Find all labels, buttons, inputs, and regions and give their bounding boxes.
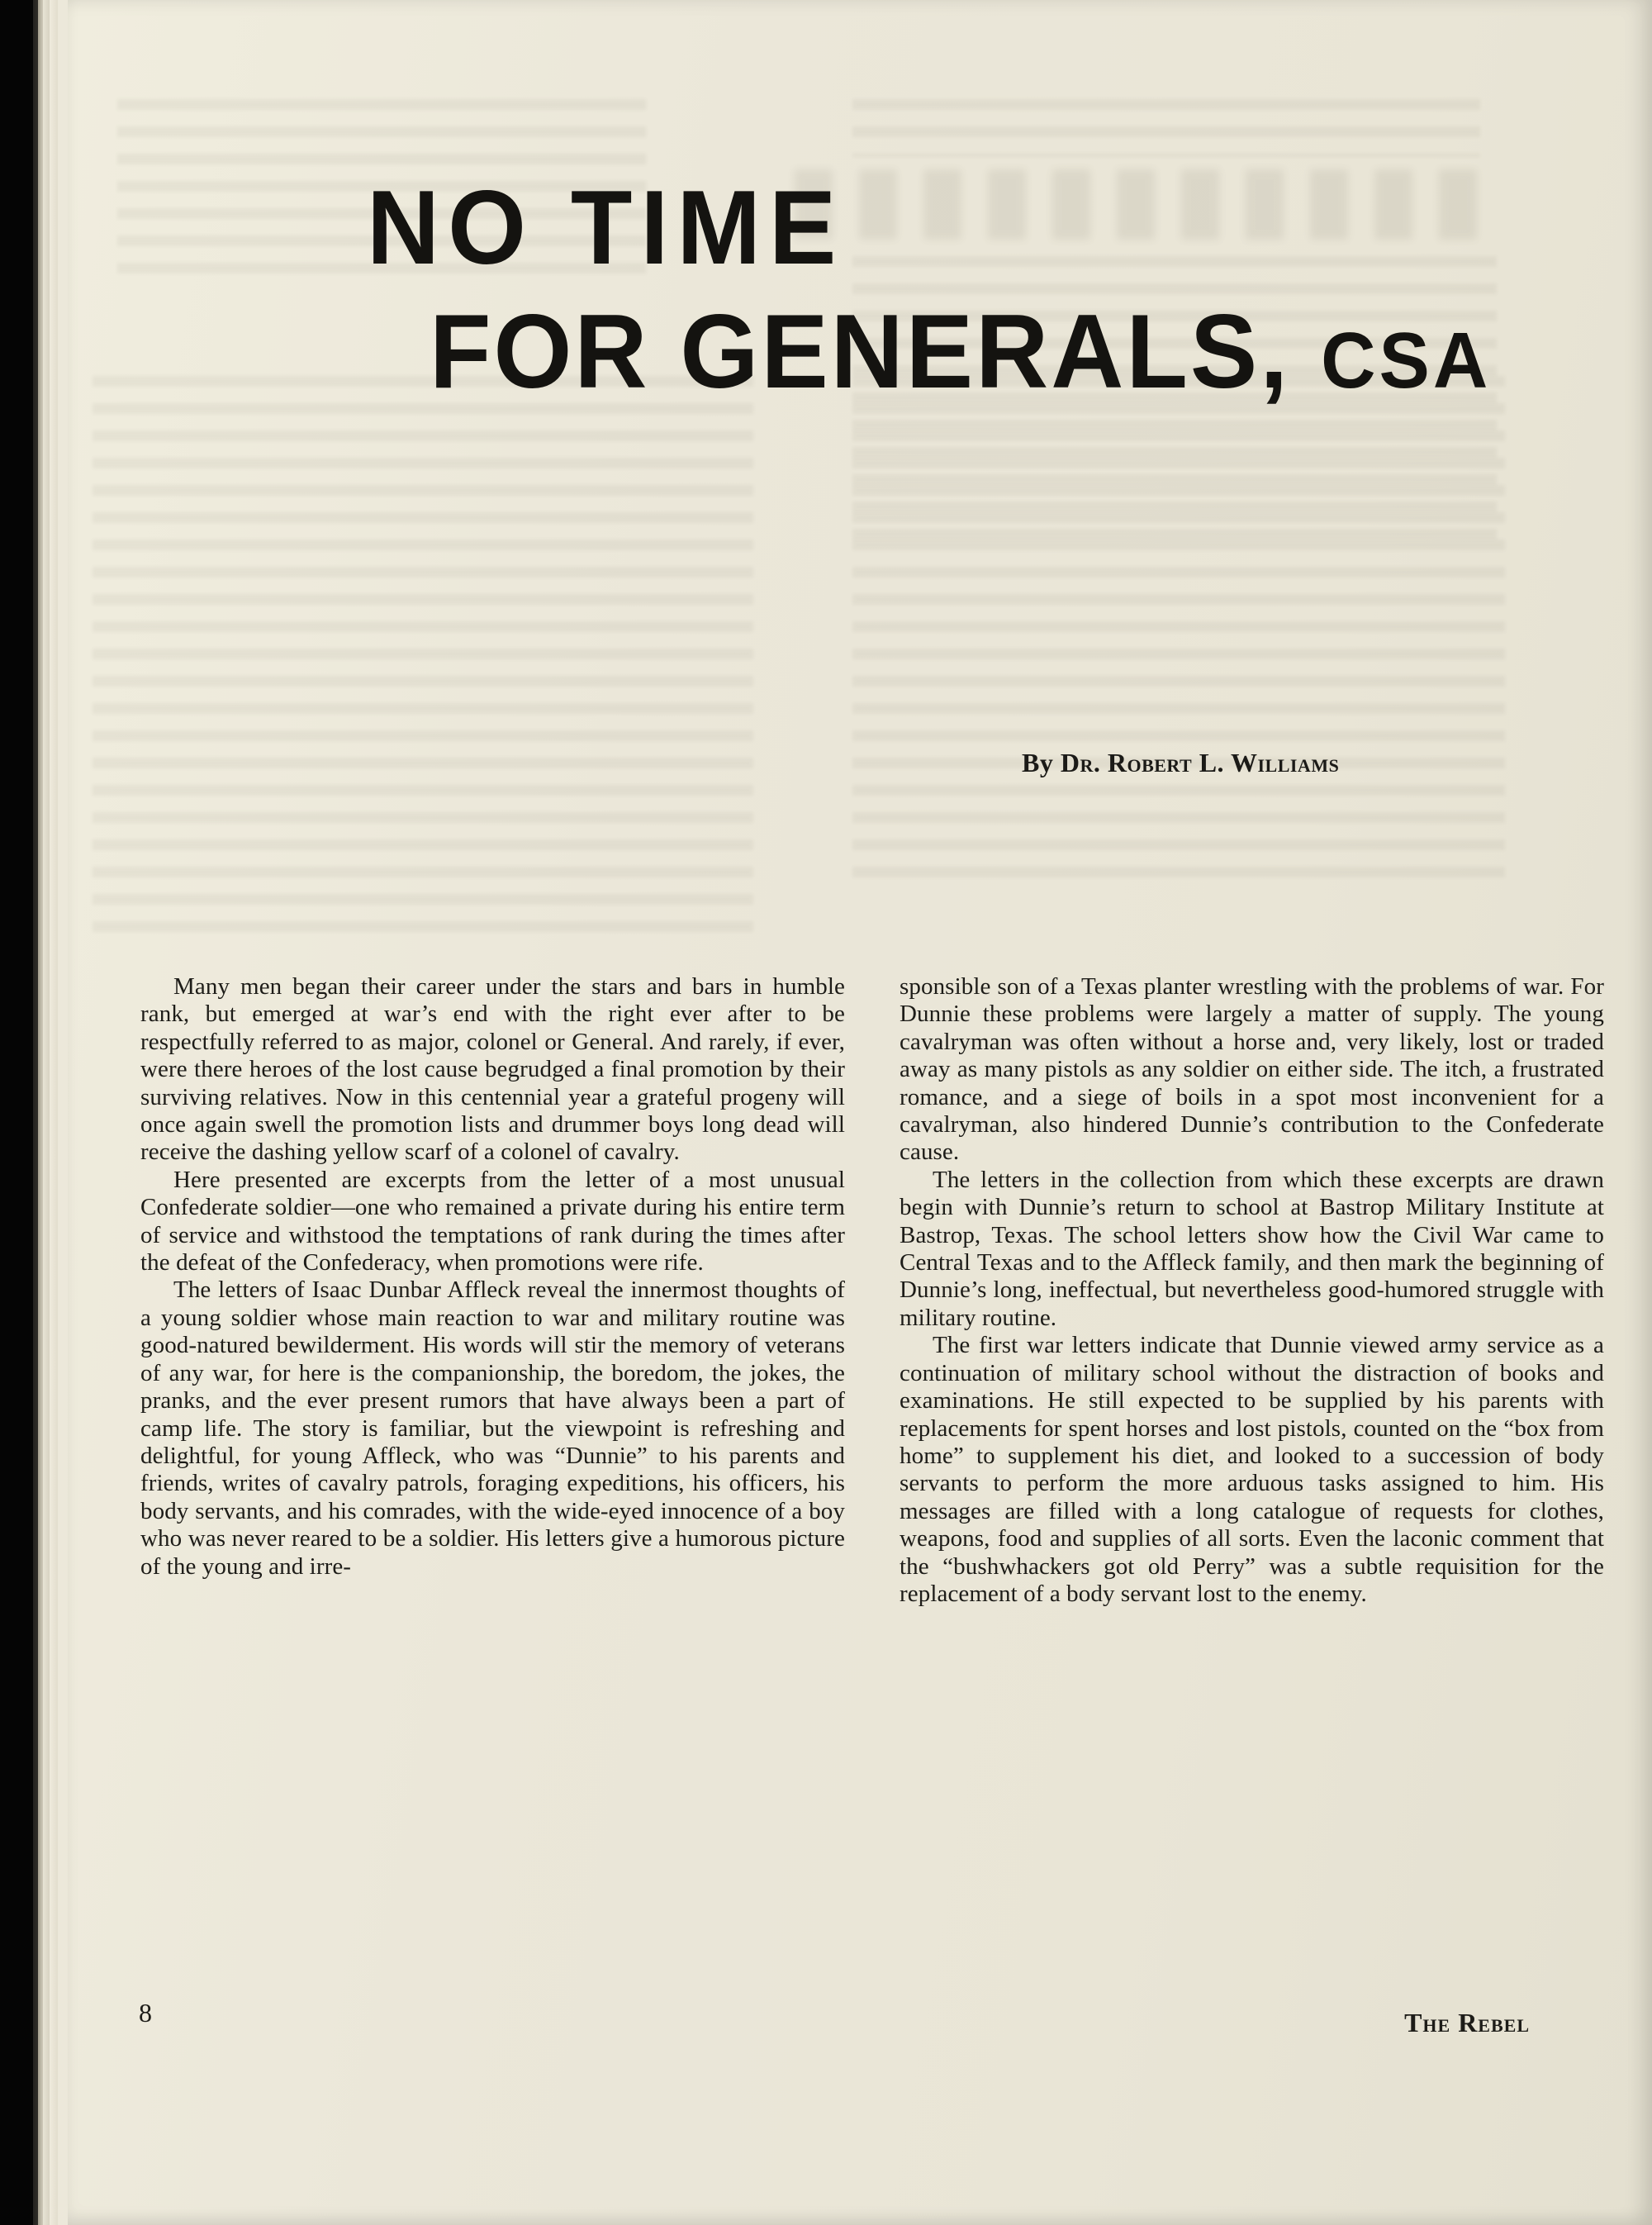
magazine-name: The Rebel [1404, 2008, 1530, 2037]
byline-author: Dr. Robert L. Williams [1060, 748, 1340, 777]
paper [68, 0, 1652, 2225]
body-paragraph: The letters in the collection from which these excerpts are drawn begin with Dunnie’s return to school at Bastrop Military Institute at Bastrop, Texas. The school letters show how the Civil War came to Central Texas and to the Affleck family, and then mark the beginning of Dunnie’s long, ineffectual, but nevertheless good-humored struggle with military routine. [900, 1166, 1604, 1331]
article-title-line2-text: FOR GENERALS, [430, 292, 1291, 411]
article-body [140, 973, 1604, 1608]
showthrough-text [93, 376, 753, 946]
page-number: 8 [139, 1998, 152, 2028]
body-paragraph: sponsible son of a Texas planter wrestling with the problems of war. For Dunnie these problems were largely a matter of supply. The young cavalryman was often without a horse and, very likely, lost or traded away as many pistols as any soldier on either side. The itch, a frustrated romance, and a siege of boils in a spot most inconvenient for a cavalryman, also hindered Dunnie’s contribution to the Confederate cause. [900, 973, 1604, 1166]
body-paragraph: The first war letters indicate that Dunnie viewed army service as a continuation of military school without the distraction of books and examinations. He still expected to be supplied by his parents with replacements for spent horses and lost pistols, counted on the “box from home” to supplement his diet, and looked to a succession of body servants to perform the more arduous tasks assigned to him. His messages are filled with a long catalogue of requests for clothes, weapons, food and supplies of all sorts. Even the laconic comment that the “bushwhackers got old Perry” was a subtle requisition for the replacement of a body servant lost to the enemy. [900, 1332, 1604, 1607]
showthrough-text [852, 99, 1480, 157]
column-right [900, 973, 1604, 1608]
article-title-line1: NO TIME [367, 169, 845, 287]
showthrough-text [852, 376, 1505, 888]
column-left [140, 973, 845, 1608]
body-paragraph: The letters of Isaac Dunbar Affleck reveal the innermost thoughts of a young soldier whose main reaction to war and military routine was good-natured bewilderment. His words will stir the memory of veterans of any war, for here is the companionship, the boredom, the jokes, the pranks, and the ever present rumors that have always been a part of camp life. The story is familiar, but the viewpoint is refreshing and delightful, for young Affleck, who was “Dunnie” to his parents and friends, writes of cavalry patrols, foraging expeditions, his officers, his body servants, and his comrades, with the wide-eyed innocence of a boy who was never reared to be a soldier. His letters give a humorous picture of the young and irre- [140, 1277, 845, 1580]
body-paragraph: Here presented are excerpts from the letter of a most unusual Confederate soldier—one who remained a private during his entire term of service and withstood the temptations of rank during the times after the defeat of the Confederacy, when promotions were rife. [140, 1166, 845, 1277]
byline [1022, 748, 1339, 778]
byline-prefix: By [1022, 748, 1054, 777]
body-paragraph: Many men began their career under the stars and bars in humble rank, but emerged at war’s end with the right ever after to be respectfully referred to as major, colonel or General. And rarely, if ever, were there heroes of the lost cause begrudged a final promotion by their surviving relatives. Now in this centennial year a grateful progeny will once again swell the promotion lists and drummer boys long dead will receive the dashing yellow scarf of a colonel of cavalry. [140, 973, 845, 1166]
article-title-suffix: CSA [1321, 316, 1492, 405]
article-title [299, 169, 1492, 411]
article-title-line2 [430, 292, 1492, 411]
page-binding-edge [0, 0, 68, 2225]
